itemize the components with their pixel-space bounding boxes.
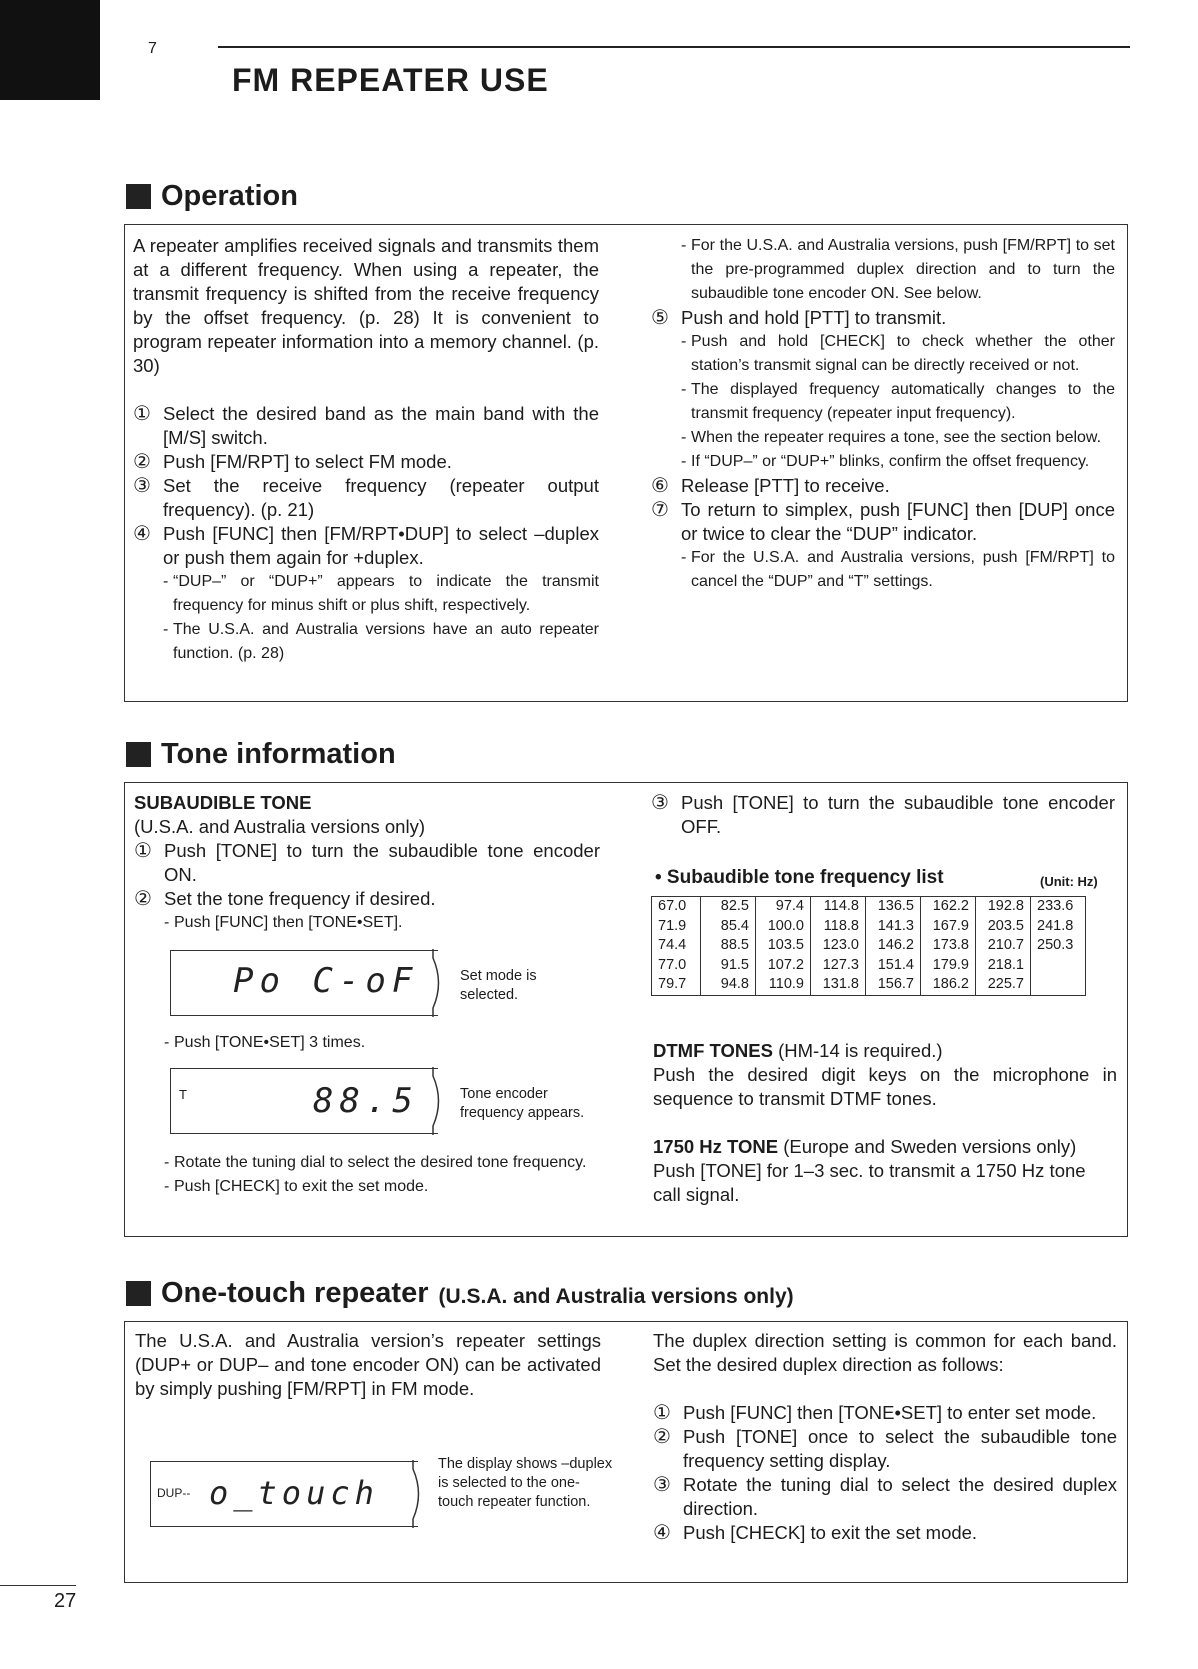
tone-table xyxy=(651,896,1086,996)
hz-heading: 1750 Hz TONE xyxy=(653,1136,779,1157)
tone-cell: 67.0 xyxy=(652,897,701,917)
tone-row xyxy=(652,956,1086,976)
operation-step-1: ① Select the desired band as the main band with the [M/S] switch. xyxy=(133,403,599,448)
operation-step-3: ③ Set the receive frequency (repeater output frequency). (p. 21) xyxy=(133,475,599,520)
tone-cell: 167.9 xyxy=(921,917,976,937)
tone-cell: 151.4 xyxy=(866,956,921,976)
onetouch-step-3: ③ Rotate the tuning dial to select the desired duplex direction. xyxy=(653,1474,1117,1519)
step5-note-4: - If “DUP–” or “DUP+” blinks, confirm the offset frequency. xyxy=(681,453,1090,470)
tone-step-1: ① Push [TONE] to turn the subaudible tone encoder ON. xyxy=(134,840,600,885)
lcd1-segments: Po C-oF xyxy=(233,961,419,1001)
operation-step-4: ④ Push [FUNC] then [FM/RPT•DUP] to select –duplex or push them again for +duplex. xyxy=(133,523,599,568)
tone-step-2: ② Set the tone frequency if desired. xyxy=(134,888,436,910)
note-toneset: - Push [TONE•SET] 3 times. xyxy=(164,1034,366,1051)
lcd3-dup-indicator: DUP-- xyxy=(157,1486,191,1500)
lcd2-caption: Tone encoder frequency appears. xyxy=(460,1086,585,1121)
tone-cell: 110.9 xyxy=(756,975,811,995)
operation-left-column xyxy=(133,234,599,666)
subaudible-heading: SUBAUDIBLE TONE xyxy=(134,792,312,813)
tone-list-title: • Subaudible tone frequency list xyxy=(655,867,944,888)
lcd3-caption: The display shows –duplex is selected to the one-touch repeater function. xyxy=(438,1456,613,1510)
tone-cell: 173.8 xyxy=(921,936,976,956)
section-bullet-icon xyxy=(126,184,151,209)
tone-row xyxy=(652,936,1086,956)
tone-frequency-table xyxy=(651,896,1086,996)
tone-cell: 156.7 xyxy=(866,975,921,995)
section-bullet-icon xyxy=(126,742,151,767)
lcd-display-3 xyxy=(150,1461,418,1527)
onetouch-step-4: ④ Push [CHECK] to exit the set mode. xyxy=(653,1522,978,1544)
tone-step-3: ③ Push [TONE] to turn the subaudible tone encoder OFF. xyxy=(651,792,1115,837)
tone-cell: 79.7 xyxy=(652,975,701,995)
tone-cell: 118.8 xyxy=(811,917,866,937)
tone-cell: 94.8 xyxy=(701,975,756,995)
section-title-tone: Tone information xyxy=(126,738,396,771)
tone-cell: 218.1 xyxy=(976,956,1031,976)
section-bullet-icon xyxy=(126,1281,151,1306)
step7-note: - For the U.S.A. and Australia versions, push [FM/RPT] to cancel the “DUP” and “T” settings. xyxy=(681,549,1115,590)
dtmf-heading-note: (HM-14 is required.) xyxy=(778,1040,943,1061)
tone-cell: 131.8 xyxy=(811,975,866,995)
tone-cell: 77.0 xyxy=(652,956,701,976)
onetouch-right-intro: The duplex direction setting is common for each band. Set the desired duplex direction as follows: xyxy=(653,1330,1117,1375)
footer-rule xyxy=(0,1585,76,1586)
tone-cell: 107.2 xyxy=(756,956,811,976)
tone-cell: 71.9 xyxy=(652,917,701,937)
tone-cell: 85.4 xyxy=(701,917,756,937)
onetouch-intro: The U.S.A. and Australia version’s repeater settings (DUP+ or DUP– and tone encoder ON) can be activated by simply pushing [FM/RPT] in FM mode. xyxy=(135,1330,601,1399)
tone-cell: 97.4 xyxy=(756,897,811,917)
tone-cell: 203.5 xyxy=(976,917,1031,937)
chapter-title: FM REPEATER USE xyxy=(232,62,549,98)
dtmf-text: Push the desired digit keys on the microphone in sequence to transmit DTMF tones. xyxy=(653,1064,1117,1109)
tone-left-notes xyxy=(134,1151,600,1199)
chapter-number: 7 xyxy=(148,40,157,57)
onetouch-step-1: ① Push [FUNC] then [TONE•SET] to enter set mode. xyxy=(653,1402,1097,1424)
tone-cell: 123.0 xyxy=(811,936,866,956)
tone-cell: 136.5 xyxy=(866,897,921,917)
step4-note-2: - The U.S.A. and Australia versions have an auto repeater function. (p. 28) xyxy=(163,621,599,662)
tone-cell: 210.7 xyxy=(976,936,1031,956)
tone-cell: 114.8 xyxy=(811,897,866,917)
section-title-operation: Operation xyxy=(126,180,298,213)
lcd-display-2 xyxy=(170,1068,438,1134)
operation-step-2: ② Push [FM/RPT] to select FM mode. xyxy=(133,451,452,473)
section-title-onetouch: One-touch repeater (U.S.A. and Australia versions only) xyxy=(126,1277,794,1310)
tone-cell: 103.5 xyxy=(756,936,811,956)
tone-cell: 250.3 xyxy=(1031,936,1086,956)
dtmf-section xyxy=(653,1039,1117,1207)
tone-cell: 225.7 xyxy=(976,975,1031,995)
onetouch-title-sub: (U.S.A. and Australia versions only) xyxy=(438,1284,794,1308)
onetouch-step-2: ② Push [TONE] once to select the subaudible tone frequency setting display. xyxy=(653,1426,1117,1471)
step4-note-1: - “DUP–” or “DUP+” appears to indicate the transmit frequency for minus shift or plus shift, respectively. xyxy=(163,573,599,614)
tone-row xyxy=(652,975,1086,995)
lcd3-bracket-icon xyxy=(412,1459,426,1529)
hz-text: Push [TONE] for 1–3 sec. to transmit a 1750 Hz tone call signal. xyxy=(653,1160,1086,1205)
tone-cell: 82.5 xyxy=(701,897,756,917)
right-note-top: - For the U.S.A. and Australia versions, push [FM/RPT] to set the pre-programmed duplex direction and to turn the subaudible tone encoder ON. See below. xyxy=(681,237,1115,302)
lcd2-tone-indicator: T xyxy=(179,1087,187,1102)
tone-list-unit: (Unit: Hz) xyxy=(1040,874,1098,889)
lcd2-bracket-icon xyxy=(432,1066,446,1136)
tone-left-column xyxy=(134,791,600,935)
lcd-display-1 xyxy=(170,950,438,1016)
tone-cell: 179.9 xyxy=(921,956,976,976)
subaudible-sub: (U.S.A. and Australia versions only) xyxy=(134,816,425,837)
operation-right-column xyxy=(651,234,1115,594)
dtmf-heading: DTMF TONES xyxy=(653,1040,773,1061)
tone-right-column xyxy=(651,791,1115,839)
tone-cell: 162.2 xyxy=(921,897,976,917)
operation-step-5: ⑤ Push and hold [PTT] to transmit. xyxy=(651,307,947,329)
lcd1-bracket-icon xyxy=(432,948,446,1018)
tone-cell: 74.4 xyxy=(652,936,701,956)
tone-cell: 192.8 xyxy=(976,897,1031,917)
onetouch-right-column xyxy=(653,1329,1117,1545)
operation-step-6: ⑥ Release [PTT] to receive. xyxy=(651,475,890,497)
tone-cell: 233.6 xyxy=(1031,897,1086,917)
tone-cell: 241.8 xyxy=(1031,917,1086,937)
tone-cell: 91.5 xyxy=(701,956,756,976)
lcd3-segments: o_touch xyxy=(209,1474,379,1512)
chapter-tab xyxy=(0,0,100,100)
note-rotate: - Rotate the tuning dial to select the desired tone frequency. xyxy=(164,1154,587,1171)
header-rule xyxy=(218,46,1130,48)
tone-cell: 146.2 xyxy=(866,936,921,956)
tone-row xyxy=(652,897,1086,917)
step5-note-2: - The displayed frequency automatically changes to the transmit frequency (repeater input frequency). xyxy=(681,381,1115,422)
lcd1-caption: Set mode is selected. xyxy=(460,968,537,1003)
onetouch-left-column xyxy=(135,1329,601,1401)
tone-cell: 88.5 xyxy=(701,936,756,956)
tone-cell: 186.2 xyxy=(921,975,976,995)
note-func: - Push [FUNC] then [TONE•SET]. xyxy=(164,914,403,931)
note-check: - Push [CHECK] to exit the set mode. xyxy=(164,1178,429,1195)
page-number: 27 xyxy=(54,1590,77,1612)
step5-note-1: - Push and hold [CHECK] to check whether the other station’s transmit signal can be directly received or not. xyxy=(681,333,1115,374)
tone-cell: 141.3 xyxy=(866,917,921,937)
step5-note-3: - When the repeater requires a tone, see the section below. xyxy=(681,429,1102,446)
tone-cell xyxy=(1031,975,1086,995)
lcd2-segments: 88.5 xyxy=(313,1081,419,1121)
tone-cell: 100.0 xyxy=(756,917,811,937)
tone-cell xyxy=(1031,956,1086,976)
operation-intro: A repeater amplifies received signals and transmits them at a different frequency. When using a repeater, the transmit frequency is shifted from the receive frequency by the offset frequency. (p. 28) It is convenient to program repeater information into a memory channel. (p. 30) xyxy=(133,235,599,376)
tone-cell: 127.3 xyxy=(811,956,866,976)
tone-row xyxy=(652,917,1086,937)
operation-step-7: ⑦ To return to simplex, push [FUNC] then [DUP] once or twice to clear the “DUP” indicator. xyxy=(651,499,1115,544)
hz-heading-note: (Europe and Sweden versions only) xyxy=(783,1136,1077,1157)
